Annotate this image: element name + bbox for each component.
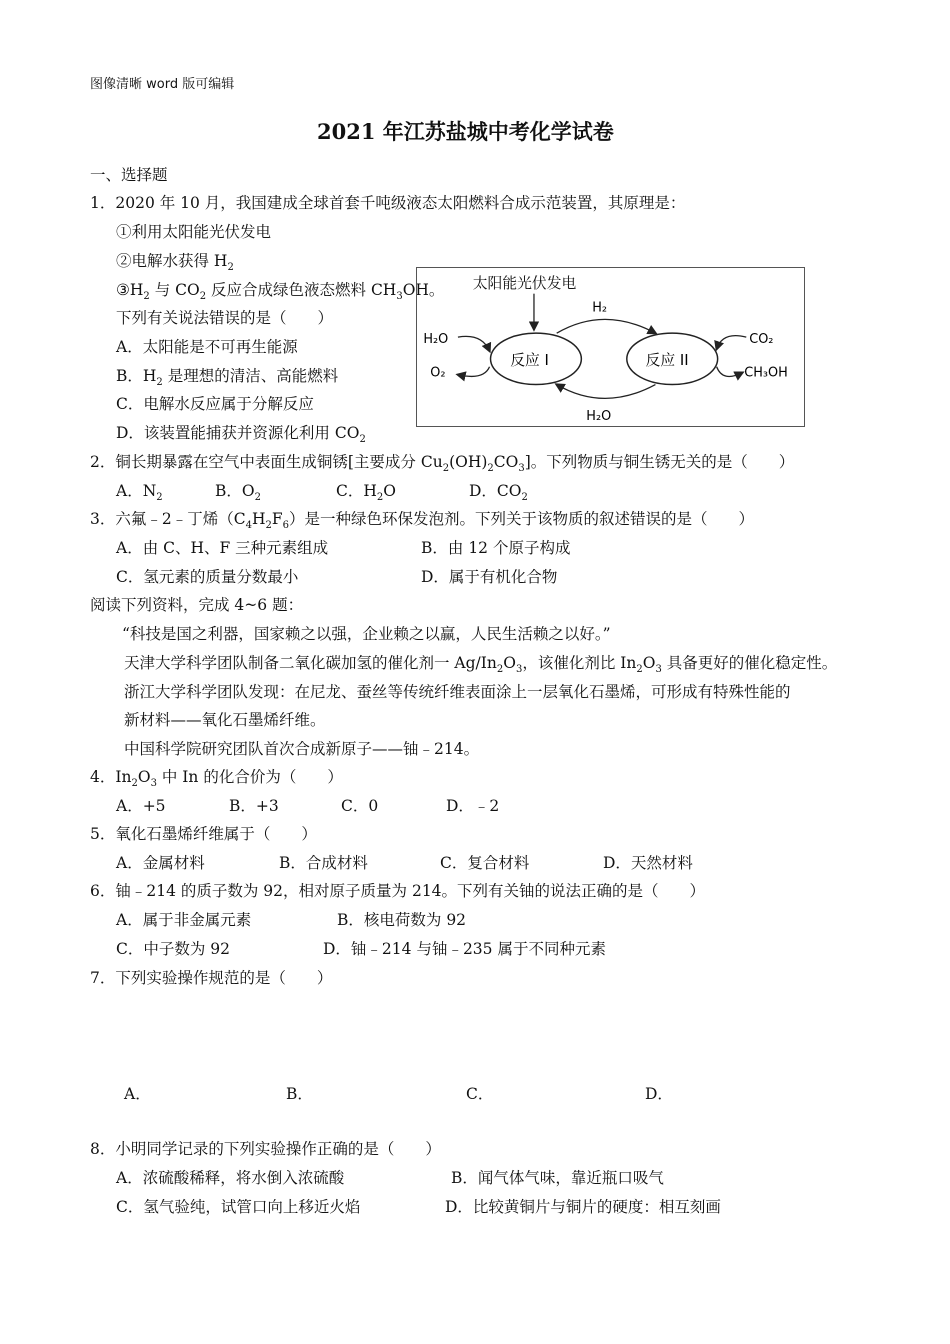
q2-option-c: C．$H_2O$ bbox=[336, 482, 396, 503]
q4-option-d: D．﹣2 bbox=[446, 797, 500, 815]
reading-line-2: 天津大学科学团队制备二氧化碳加氢的催化剂一 $Ag/In_2O_3$，该催化剂比 $In_2O_3$ 具备更好的催化稳定性。 bbox=[124, 654, 838, 675]
q1-point-3: $③H_2$ 与 $CO_2$ 反应合成绿色液态燃料 $CH_3OH$。 bbox=[116, 281, 445, 302]
h2-arrow bbox=[557, 319, 656, 333]
h2o-input-arrow bbox=[458, 336, 490, 351]
co2-input-arrow bbox=[717, 336, 747, 349]
q6-option-c: C．中子数为 92 bbox=[116, 940, 231, 958]
q2-stem: 2．铜长期暴露在空气中表面生成铜锈[主要成分 $Cu_2(OH)_2CO_3$]。下列物质与铜生锈无关的是（ ） bbox=[90, 453, 795, 474]
o2-output-label: O₂ bbox=[430, 365, 446, 381]
q1-stem: 1．2020 年 10 月，我国建成全球首套千吨级液态太阳燃料合成示范装置，其原理是： bbox=[90, 194, 686, 212]
q4-stem: 4．$In_2O_3$ 中 In 的化合价为（ ） bbox=[90, 768, 343, 789]
q6-option-d: D．铀﹣214 与铀﹣235 属于不同种元素 bbox=[323, 940, 606, 958]
q3-option-b: B．由 12 个原子构成 bbox=[421, 539, 571, 557]
o2-output-arrow bbox=[458, 367, 490, 377]
reading-line-5: 中国科学院研究团队首次合成新原子——铀﹣214。 bbox=[124, 740, 480, 758]
q1-point-2: ②电解水获得 $H_2$ bbox=[116, 252, 234, 273]
reaction-2-label: 反应 II bbox=[645, 351, 689, 369]
q2-option-d: D．$CO_2$ bbox=[469, 482, 528, 503]
q4-option-b: B．+3 bbox=[229, 797, 279, 815]
reading-intro: 阅读下列资料，完成 4~6 题： bbox=[90, 596, 304, 614]
q1-option-c: C．电解水反应属于分解反应 bbox=[116, 395, 314, 413]
q2-option-a: A．$N_2$ bbox=[116, 482, 163, 503]
q6-stem: 6．铀﹣214 的质子数为 92，相对原子质量为 214。下列有关铀的说法正确的是（ ） bbox=[90, 882, 706, 900]
q5-option-a: A．金属材料 bbox=[116, 854, 205, 872]
q7-option-c: C． bbox=[466, 1085, 494, 1103]
q5-stem: 5．氧化石墨烯纤维属于（ ） bbox=[90, 825, 317, 843]
ch3oh-output-arrow bbox=[717, 367, 743, 377]
reading-line-4: 新材料——氧化石墨烯纤维。 bbox=[124, 711, 326, 729]
q7-option-d: D． bbox=[645, 1085, 673, 1103]
q3-stem: 3．六氟﹣2﹣丁烯$(C_4H_2F_6)$是一种绿色环保发泡剂。下列关于该物质的叙述错误的是（ ） bbox=[90, 510, 755, 531]
q7-stem: 7．下列实验操作规范的是（ ） bbox=[90, 969, 333, 987]
q4-option-a: A．+5 bbox=[116, 797, 166, 815]
q5-option-d: D．天然材料 bbox=[603, 854, 693, 872]
reading-line-1: “科技是国之利器，国家赖之以强，企业赖之以赢，人民生活赖之以好。” bbox=[122, 625, 611, 643]
q3-option-d: D．属于有机化合物 bbox=[421, 568, 558, 586]
q1-point-1: ①利用太阳能光伏发电 bbox=[116, 223, 272, 241]
q1-ask: 下列有关说法错误的是（ ） bbox=[116, 309, 334, 327]
q8-option-a: A．浓硫酸稀释，将水倒入浓硫酸 bbox=[116, 1169, 345, 1187]
q2-option-b: B．$O_2$ bbox=[215, 482, 261, 503]
co2-input-label: CO₂ bbox=[749, 332, 774, 348]
q8-option-b: B．闻气体气味，靠近瓶口吸气 bbox=[451, 1169, 664, 1187]
h2o-return-arrow bbox=[557, 385, 656, 399]
h2o-bottom-label: H₂O bbox=[586, 409, 612, 425]
reaction-1-label: 反应 I bbox=[510, 351, 549, 369]
header-note: 图像清晰 word 版可编辑 bbox=[90, 77, 235, 92]
q1-option-d: D．该装置能捕获并资源化利用 $CO_2$ bbox=[116, 424, 366, 445]
q7-option-b: B． bbox=[286, 1085, 313, 1103]
section-heading: 一、选择题 bbox=[90, 166, 168, 184]
q3-option-c: C．氢元素的质量分数最小 bbox=[116, 568, 299, 586]
q8-option-c: C．氢气验纯，试管口向上移近火焰 bbox=[116, 1198, 361, 1216]
q4-option-c: C．0 bbox=[341, 797, 379, 815]
q6-option-b: B．核电荷数为 92 bbox=[337, 911, 467, 929]
h2o-input-label: H₂O bbox=[423, 332, 449, 348]
ch3oh-output-label: CH₃OH bbox=[744, 365, 788, 381]
reading-line-3: 浙江大学科学团队发现：在尼龙、蚕丝等传统纤维表面涂上一层氧化石墨烯，可形成有特殊性能的 bbox=[124, 683, 791, 701]
h2-label: H₂ bbox=[592, 300, 608, 316]
q1-option-b: B．$H_2$ 是理想的清洁、高能燃料 bbox=[116, 367, 339, 388]
q3-option-a: A．由 C、H、F 三种元素组成 bbox=[116, 539, 329, 557]
page-title: 2021 年江苏盐城中考化学试卷 bbox=[317, 119, 614, 144]
q5-option-b: B．合成材料 bbox=[279, 854, 368, 872]
reaction-diagram bbox=[416, 267, 805, 427]
q6-option-a: A．属于非金属元素 bbox=[116, 911, 252, 929]
q8-stem: 8．小明同学记录的下列实验操作正确的是（ ） bbox=[90, 1140, 441, 1158]
diagram-top-label: 太阳能光伏发电 bbox=[472, 274, 577, 292]
q7-option-a: A． bbox=[124, 1085, 151, 1103]
q1-option-a: A．太阳能是不可再生能源 bbox=[116, 338, 298, 356]
q8-option-d: D．比较黄铜片与铜片的硬度：相互刻画 bbox=[445, 1198, 721, 1216]
q5-option-c: C．复合材料 bbox=[440, 854, 530, 872]
